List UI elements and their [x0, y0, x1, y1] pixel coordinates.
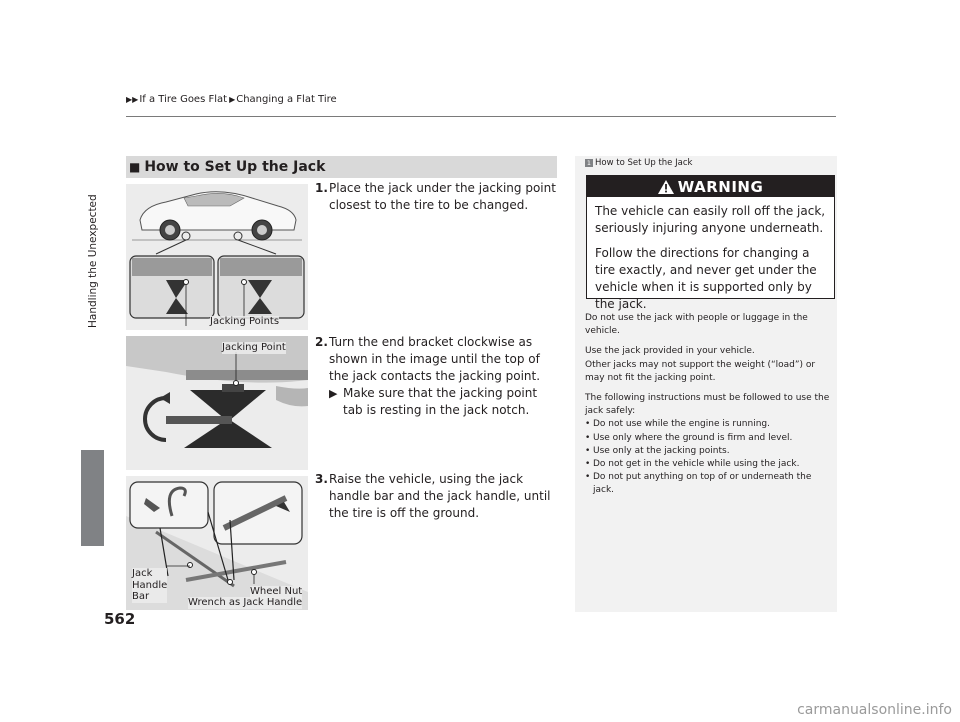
sidebar-notes [585, 312, 831, 498]
square-bullet-icon: ■ [129, 160, 141, 174]
arrow-right-icon: ▶ [329, 387, 338, 400]
warning-text-1: The vehicle can easily roll off the jack, seriously injuring anyone underneath. [595, 204, 826, 235]
note-paragraph: Do not use the jack with people or luggage in the vehicle. [585, 313, 808, 337]
callout-wrench: Wrench as Jack Handle [188, 597, 303, 608]
watermark: carmanualsonline.info [797, 702, 952, 718]
bullet-icon: • [585, 432, 591, 443]
step-2 [315, 334, 559, 419]
list-item-text: Use only at the jacking points. [593, 445, 730, 456]
section-title: How to Set Up the Jack [144, 159, 326, 175]
list-item-text: Use only where the ground is firm and level. [593, 432, 793, 443]
list-item [585, 418, 831, 431]
step-number: 1. [315, 181, 328, 195]
list-item-text: Do not use while the engine is running. [593, 419, 770, 430]
list-item-text: Do not get in the vehicle while using the jack. [593, 459, 800, 470]
list-item [585, 458, 831, 471]
breadcrumb-item[interactable]: Changing a Flat Tire [236, 94, 337, 105]
step-text: Place the jack under the jacking point closest to the tire to be changed. [329, 181, 556, 212]
breadcrumb [126, 94, 337, 105]
substep-text: Make sure that the jacking point tab is resting in the jack notch. [343, 386, 538, 417]
bullet-icon: • [585, 445, 591, 456]
bullet-icon: • [585, 419, 591, 430]
safety-list [585, 418, 831, 497]
note-paragraph: Use the jack provided in your vehicle. Other jacks may not support the weight (“load”) or may not fit the jacking point. [585, 346, 816, 383]
callout-jacking-points: Jacking Points [210, 316, 280, 327]
section-header [126, 156, 557, 178]
breadcrumb-item[interactable]: If a Tire Goes Flat [139, 94, 228, 105]
step-text: Turn the end bracket clockwise as shown in the image until the top of the jack contacts the jacking point. [329, 335, 541, 383]
reference-tag: 1 [586, 159, 592, 167]
warning-text-2: Follow the directions for changing a tire exactly, and never get under the vehicle when it is supported only by the jack. [595, 246, 817, 311]
warning-title: WARNING [677, 177, 764, 196]
step-substep [329, 385, 559, 419]
chapter-tab[interactable] [81, 450, 104, 546]
warning-header [587, 176, 834, 197]
sidebar-title-text: How to Set Up the Jack [595, 158, 693, 168]
step-1 [315, 180, 559, 214]
breadcrumb-arrow-icon: ▶▶ [126, 95, 139, 104]
step-text: Raise the vehicle, using the jack handle bar and the jack handle, until the tire is off the ground. [329, 472, 551, 520]
list-item [585, 471, 831, 497]
figure-jack-handle [126, 476, 308, 610]
step-number: 3. [315, 472, 328, 486]
page-number: 562 [104, 610, 136, 628]
figure-jack-position [126, 336, 308, 470]
note-list-intro: The following instructions must be followed to use the jack safely: [585, 393, 830, 417]
list-item [585, 432, 831, 445]
list-item-text: Do not put anything on top of or underneath the jack. [593, 472, 812, 496]
callout-jack-handle-bar: Jack Handle Bar [132, 568, 168, 602]
header-divider [126, 116, 836, 117]
jack-under-vehicle-illustration [126, 336, 308, 470]
figure-jacking-points [126, 184, 308, 330]
callout-jacking-point: Jacking Point [222, 342, 286, 353]
chapter-label: Handling the Unexpected [87, 194, 99, 328]
warning-box [586, 175, 835, 311]
callout-wheel-nut: Wheel Nut [250, 586, 303, 597]
bullet-icon: • [585, 472, 591, 483]
breadcrumb-arrow-icon: ▶ [229, 95, 236, 104]
bullet-icon: • [585, 459, 591, 470]
warning-triangle-icon [658, 180, 674, 194]
car-jacking-points-illustration [126, 184, 308, 330]
list-item [585, 445, 831, 458]
step-3 [315, 471, 559, 522]
step-number: 2. [315, 335, 328, 349]
sidebar-title [585, 158, 692, 168]
